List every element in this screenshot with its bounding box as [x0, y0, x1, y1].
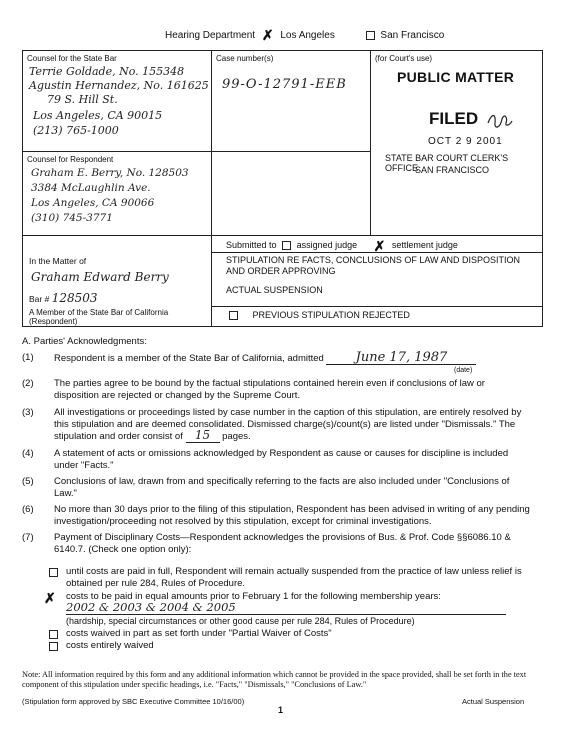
page-number: 1 — [278, 705, 284, 715]
matter-description-1: A Member of the State Bar of California — [29, 308, 169, 317]
item-1-body — [54, 350, 532, 374]
cost-option-2-note: (hardship, special circumstances or other good cause per rule 284, Rules of Procedure) — [66, 616, 415, 626]
counsel-state-bar-line-2: Agustin Hernandez, No. 161625 — [29, 79, 209, 92]
membership-years: 2002 & 2003 & 2004 & 2005 — [66, 602, 506, 615]
hearing-department-line — [165, 27, 445, 44]
item-4-text: A statement of acts or omissions acknowledged by Respondent as cause or causes for discipline is included under "Facts." — [54, 448, 509, 471]
stipulation-divider — [212, 252, 542, 253]
respondent-name: Graham Edward Berry — [31, 270, 169, 284]
submitted-label: Submitted to — [226, 240, 277, 250]
admission-date: June 17, 1987 — [326, 352, 476, 365]
item-2-number: (2) — [22, 378, 34, 389]
clerk-office-line-2: SAN FRANCISCO — [415, 165, 490, 175]
assigned-judge-label: assigned judge — [296, 240, 358, 250]
hearing-department-label: Hearing Department — [165, 30, 256, 41]
item-5-text: Conclusions of law, drawn from and specifically referring to the facts are also included under "Conclusions of Law." — [54, 476, 510, 499]
item-5-number: (5) — [22, 476, 34, 487]
form-note: Note: All information required by this form and any additional information which cannot be provided in the space provided, shall be set forth in the text component of this stipulation under specific headings, i.e. "Facts," "Dismissals," "Conclusions of Law." — [22, 670, 527, 689]
case-number-label: Case number(s) — [216, 54, 274, 63]
filed-stamp: FILED — [429, 109, 479, 128]
counsel-state-bar-box — [22, 50, 212, 152]
counsel-state-bar-label: Counsel for the State Bar — [27, 54, 117, 63]
counsel-state-bar-line-1: Terrie Goldade, No. 155348 — [29, 65, 185, 78]
cost-option-4-checkbox — [49, 642, 58, 651]
counsel-state-bar-line-5: (213) 765-1000 — [33, 124, 119, 137]
admission-date-label: (date) — [454, 367, 473, 374]
submitted-line — [226, 237, 458, 254]
settlement-judge-checkbox-checked: ✗ — [373, 237, 386, 254]
counsel-state-bar-line-3: 79 S. Hill St. — [47, 93, 118, 106]
matter-description-2: (Respondent) — [29, 317, 78, 326]
previous-stipulation-line — [226, 310, 410, 320]
footer-suspension-type: Actual Suspension — [462, 697, 525, 706]
item-6-text: No more than 30 days prior to the filing of this stipulation, Respondent has been advised in writing of any pending investigation/proceeding not resolved by this stipulation, except for criminal investigations. — [54, 504, 530, 527]
stipulation-title: STIPULATION RE FACTS, CONCLUSIONS OF LAW AND DISPOSITION AND ORDER APPROVING — [226, 255, 521, 276]
item-4-number: (4) — [22, 448, 34, 459]
san-francisco-label: San Francisco — [380, 30, 445, 41]
cost-option-1-checkbox — [49, 568, 58, 577]
item-3-text: All investigations or proceedings listed by case number in the caption of this stipulation, are entirely resolved by this stipulation and are deemed consolidated. Dismissed charge(s)/count(s) are listed under "Dismissals." The stipulation and order consist of — [54, 407, 522, 442]
court-use-label: (for Court's use) — [375, 54, 433, 63]
counsel-state-bar-line-4: Los Angeles, CA 90015 — [33, 109, 163, 122]
case-number-continued-box — [211, 151, 371, 236]
counsel-respondent-label: Counsel for Respondent — [27, 155, 114, 164]
item-7-text: Payment of Disciplinary Costs—Respondent acknowledges the provisions of Bus. & Prof. Code §§6086.10 & 6140.7. (Check one option only): — [54, 532, 511, 555]
settlement-judge-label: settlement judge — [391, 240, 458, 250]
matter-box — [22, 235, 212, 327]
bar-number-label: Bar # — [29, 294, 50, 304]
item-7-number: (7) — [22, 532, 34, 543]
cost-option-1-text: until costs are paid in full, Respondent will remain actually suspended from the practice of law unless relief is obtained per rule 284, Rules of Procedure. — [66, 566, 522, 589]
cost-option-3-text: costs waived in part as set forth under "Partial Waiver of Costs" — [66, 628, 332, 639]
filed-date-stamp: OCT 2 9 2001 — [428, 136, 503, 147]
public-matter-stamp: PUBLIC MATTER — [397, 69, 515, 85]
stipulation-divider-2 — [212, 306, 542, 307]
los-angeles-label: Los Angeles — [280, 30, 335, 41]
counsel-respondent-line-2: 3384 McLaughlin Ave. — [31, 182, 151, 194]
cost-option-2-text: costs to be paid in equal amounts prior to February 1 for the following membership years: — [66, 591, 441, 602]
item-6-number: (6) — [22, 504, 34, 515]
court-use-box — [370, 50, 543, 236]
bar-number-value: 128503 — [51, 291, 98, 305]
cost-option-3-checkbox — [49, 630, 58, 639]
page-count: 15 — [186, 430, 220, 443]
case-number-box — [211, 50, 371, 152]
footer-form-approval: (Stipulation form approved by SBC Executive Committee 10/16/00) — [22, 697, 245, 706]
bar-number-line — [29, 291, 98, 305]
stipulation-box — [211, 235, 543, 327]
counsel-respondent-box — [22, 151, 212, 236]
counsel-respondent-line-4: (310) 745-3771 — [31, 212, 113, 224]
stipulation-type: ACTUAL SUSPENSION — [226, 285, 323, 295]
item-3-number: (3) — [22, 407, 34, 418]
item-3-text-end: pages. — [222, 431, 251, 442]
case-number-value: 99-O-12791-EEB — [222, 77, 347, 92]
cost-option-4-text: costs entirely waived — [66, 640, 154, 651]
clerk-office-line-1: STATE BAR COURT CLERK'S OFFICE — [385, 153, 509, 173]
section-a-heading: A. Parties' Acknowledgments: — [22, 336, 147, 347]
counsel-respondent-line-3: Los Angeles, CA 90066 — [31, 197, 155, 209]
previous-stipulation-label: PREVIOUS STIPULATION REJECTED — [252, 310, 410, 320]
previous-stipulation-checkbox — [229, 311, 238, 320]
item-3-body — [54, 407, 532, 443]
filed-signature-icon — [486, 109, 514, 131]
item-1-number: (1) — [22, 352, 34, 363]
assigned-judge-checkbox — [282, 241, 291, 250]
counsel-respondent-line-1: Graham E. Berry, No. 128503 — [31, 167, 189, 179]
item-2-text: The parties agree to be bound by the factual stipulations contained herein even if conclusions of law or disposition are rejected or changed by the Supreme Court. — [54, 378, 485, 401]
san-francisco-checkbox — [366, 31, 375, 40]
item-1-text: Respondent is a member of the State Bar of California, admitted — [54, 353, 324, 364]
matter-label: In the Matter of — [29, 256, 87, 266]
los-angeles-checkbox-checked: ✗ — [261, 27, 274, 44]
cost-option-2-checkbox-checked: ✗ — [44, 590, 56, 606]
